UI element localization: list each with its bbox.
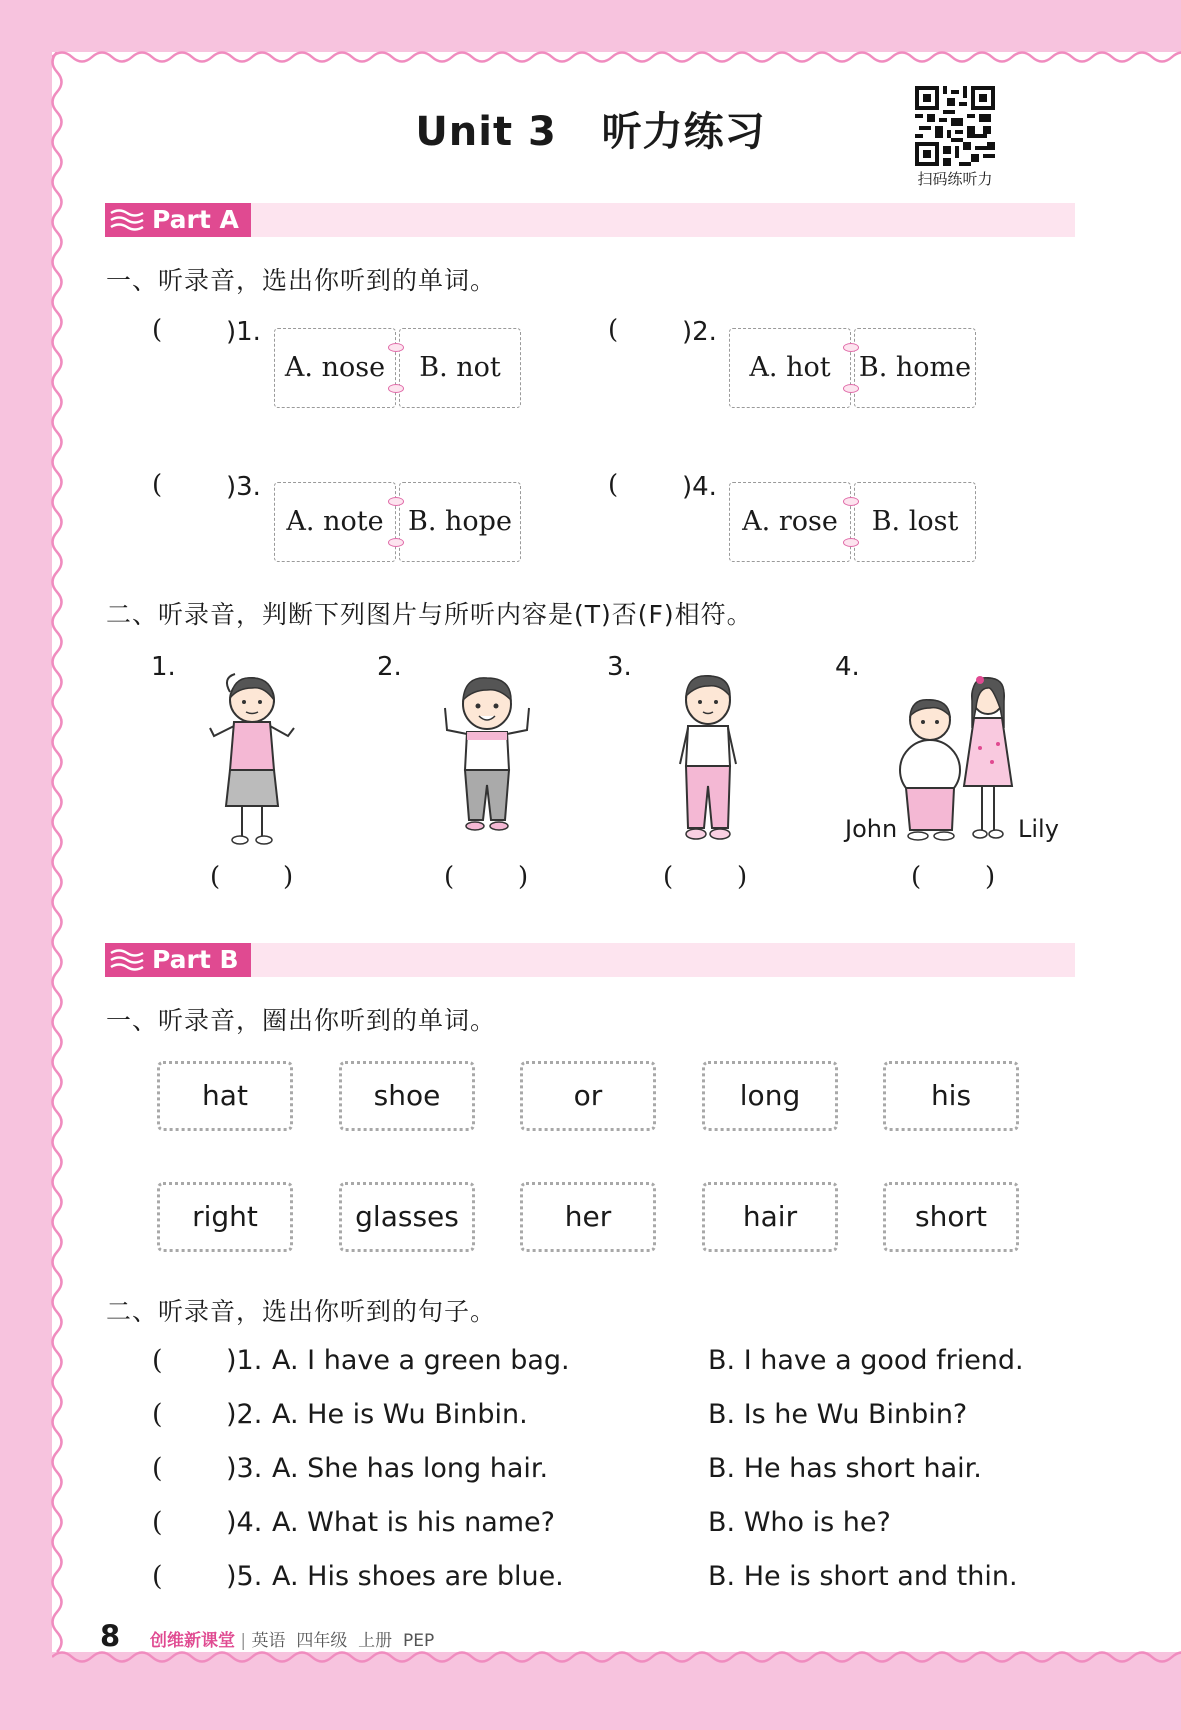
word-box[interactable]: or [520, 1061, 656, 1131]
part-b-banner [105, 943, 1075, 977]
connector-dot [388, 538, 404, 547]
answer-paren-open[interactable]: ( [152, 1561, 163, 1592]
sentence-option-a[interactable]: A. His shoes are blue. [272, 1561, 564, 1592]
picture-number: 2. [377, 652, 402, 682]
option-a-box[interactable]: A. note [274, 482, 396, 562]
sentence-option-a[interactable]: A. She has long hair. [272, 1453, 549, 1484]
connector-dot [843, 384, 859, 393]
page-number: 8 [100, 1619, 121, 1653]
part-a-tag [105, 203, 251, 237]
footer-divider: | [240, 1631, 247, 1651]
picture-number: 1. [151, 652, 176, 682]
answer-paren-close[interactable]: ) [985, 862, 996, 892]
answer-paren-close[interactable]: ) [737, 862, 748, 892]
connector-dot [843, 497, 859, 506]
wave-lines-icon [109, 947, 145, 973]
option-a-box[interactable]: A. hot [729, 328, 851, 408]
word-box[interactable]: hair [702, 1182, 838, 1252]
connector-dot [388, 384, 404, 393]
question-number: )2. [226, 1399, 263, 1430]
question-number: )3. [226, 472, 261, 502]
name-label-john: John [845, 815, 898, 843]
word-box[interactable]: his [883, 1061, 1019, 1131]
answer-paren-open[interactable]: ( [152, 1345, 163, 1376]
answer-paren-open[interactable]: ( [152, 315, 163, 345]
footer-course: 英语 四年级 上册 PEP [251, 1631, 435, 1651]
part-b-tag [105, 943, 251, 977]
option-b-box[interactable]: B. hope [399, 482, 521, 562]
option-a-box[interactable]: A. rose [729, 482, 851, 562]
picture-number: 3. [607, 652, 632, 682]
answer-paren-open[interactable]: ( [152, 1507, 163, 1538]
question-number: )1. [226, 317, 261, 347]
qr-code-icon[interactable] [915, 86, 995, 166]
option-b-box[interactable]: B. lost [854, 482, 976, 562]
part-a-label: Part A [152, 205, 239, 234]
part-a-q1-instruction: 一、听录音，选出你听到的单词。 [106, 266, 497, 295]
question-number: )1. [226, 1345, 263, 1376]
answer-paren-open[interactable]: ( [608, 315, 619, 345]
question-number: )4. [226, 1507, 263, 1538]
part-b-q2-instruction: 二、听录音，选出你听到的句子。 [106, 1297, 497, 1326]
part-b-q1-instruction: 一、听录音，圈出你听到的单词。 [106, 1006, 497, 1035]
sentence-option-b[interactable]: B. Who is he? [708, 1507, 891, 1538]
connector-dot [843, 538, 859, 547]
footer-info [150, 1626, 434, 1651]
answer-paren-close[interactable]: ) [518, 862, 529, 892]
sentence-option-b[interactable]: B. He has short hair. [708, 1453, 982, 1484]
question-number: )4. [682, 472, 717, 502]
answer-paren-open[interactable]: ( [152, 1399, 163, 1430]
sentence-option-a[interactable]: A. He is Wu Binbin. [272, 1399, 528, 1430]
answer-paren-open[interactable]: ( [911, 862, 922, 892]
word-box[interactable]: hat [157, 1061, 293, 1131]
part-a-q2-instruction: 二、听录音，判断下列图片与所听内容是(T)否(F)相符。 [106, 600, 753, 629]
boy-flexing-illustration [437, 670, 537, 845]
wavy-border-top [52, 46, 1181, 68]
answer-paren-open[interactable]: ( [608, 470, 619, 500]
page-title: Unit 3 听力练习 [415, 109, 766, 155]
word-box[interactable]: long [702, 1061, 838, 1131]
word-box[interactable]: her [520, 1182, 656, 1252]
footer-brand: 创维新课堂 [150, 1631, 235, 1651]
wavy-border-left [46, 52, 68, 1652]
option-b-box[interactable]: B. not [399, 328, 521, 408]
answer-paren-open[interactable]: ( [152, 1453, 163, 1484]
sentence-option-b[interactable]: B. Is he Wu Binbin? [708, 1399, 968, 1430]
qr-caption: 扫码练听力 [917, 170, 993, 188]
part-a-banner [105, 203, 1075, 237]
answer-paren-open[interactable]: ( [152, 470, 163, 500]
option-a-box[interactable]: A. nose [274, 328, 396, 408]
answer-paren-open[interactable]: ( [210, 862, 221, 892]
john-and-lily-illustration [888, 668, 1018, 848]
question-number: )5. [226, 1561, 263, 1592]
connector-dot [388, 343, 404, 352]
girl-waving-illustration [200, 670, 310, 850]
connector-dot [843, 343, 859, 352]
option-b-box[interactable]: B. home [854, 328, 976, 408]
sentence-option-a[interactable]: A. What is his name? [272, 1507, 555, 1538]
answer-paren-open[interactable]: ( [444, 862, 455, 892]
word-box[interactable]: shoe [339, 1061, 475, 1131]
word-box[interactable]: short [883, 1182, 1019, 1252]
name-label-lily: Lily [1018, 815, 1059, 843]
connector-dot [388, 497, 404, 506]
question-number: )2. [682, 317, 717, 347]
answer-paren-open[interactable]: ( [663, 862, 674, 892]
question-number: )3. [226, 1453, 263, 1484]
word-box[interactable]: right [157, 1182, 293, 1252]
wave-lines-icon [109, 207, 145, 233]
word-box[interactable]: glasses [339, 1182, 475, 1252]
answer-paren-close[interactable]: ) [283, 862, 294, 892]
sentence-option-b[interactable]: B. He is short and thin. [708, 1561, 1018, 1592]
sentence-option-a[interactable]: A. I have a green bag. [272, 1345, 570, 1376]
part-b-label: Part B [152, 945, 239, 974]
picture-number: 4. [835, 652, 860, 682]
sentence-option-b[interactable]: B. I have a good friend. [708, 1345, 1024, 1376]
boy-standing-illustration [668, 668, 748, 848]
